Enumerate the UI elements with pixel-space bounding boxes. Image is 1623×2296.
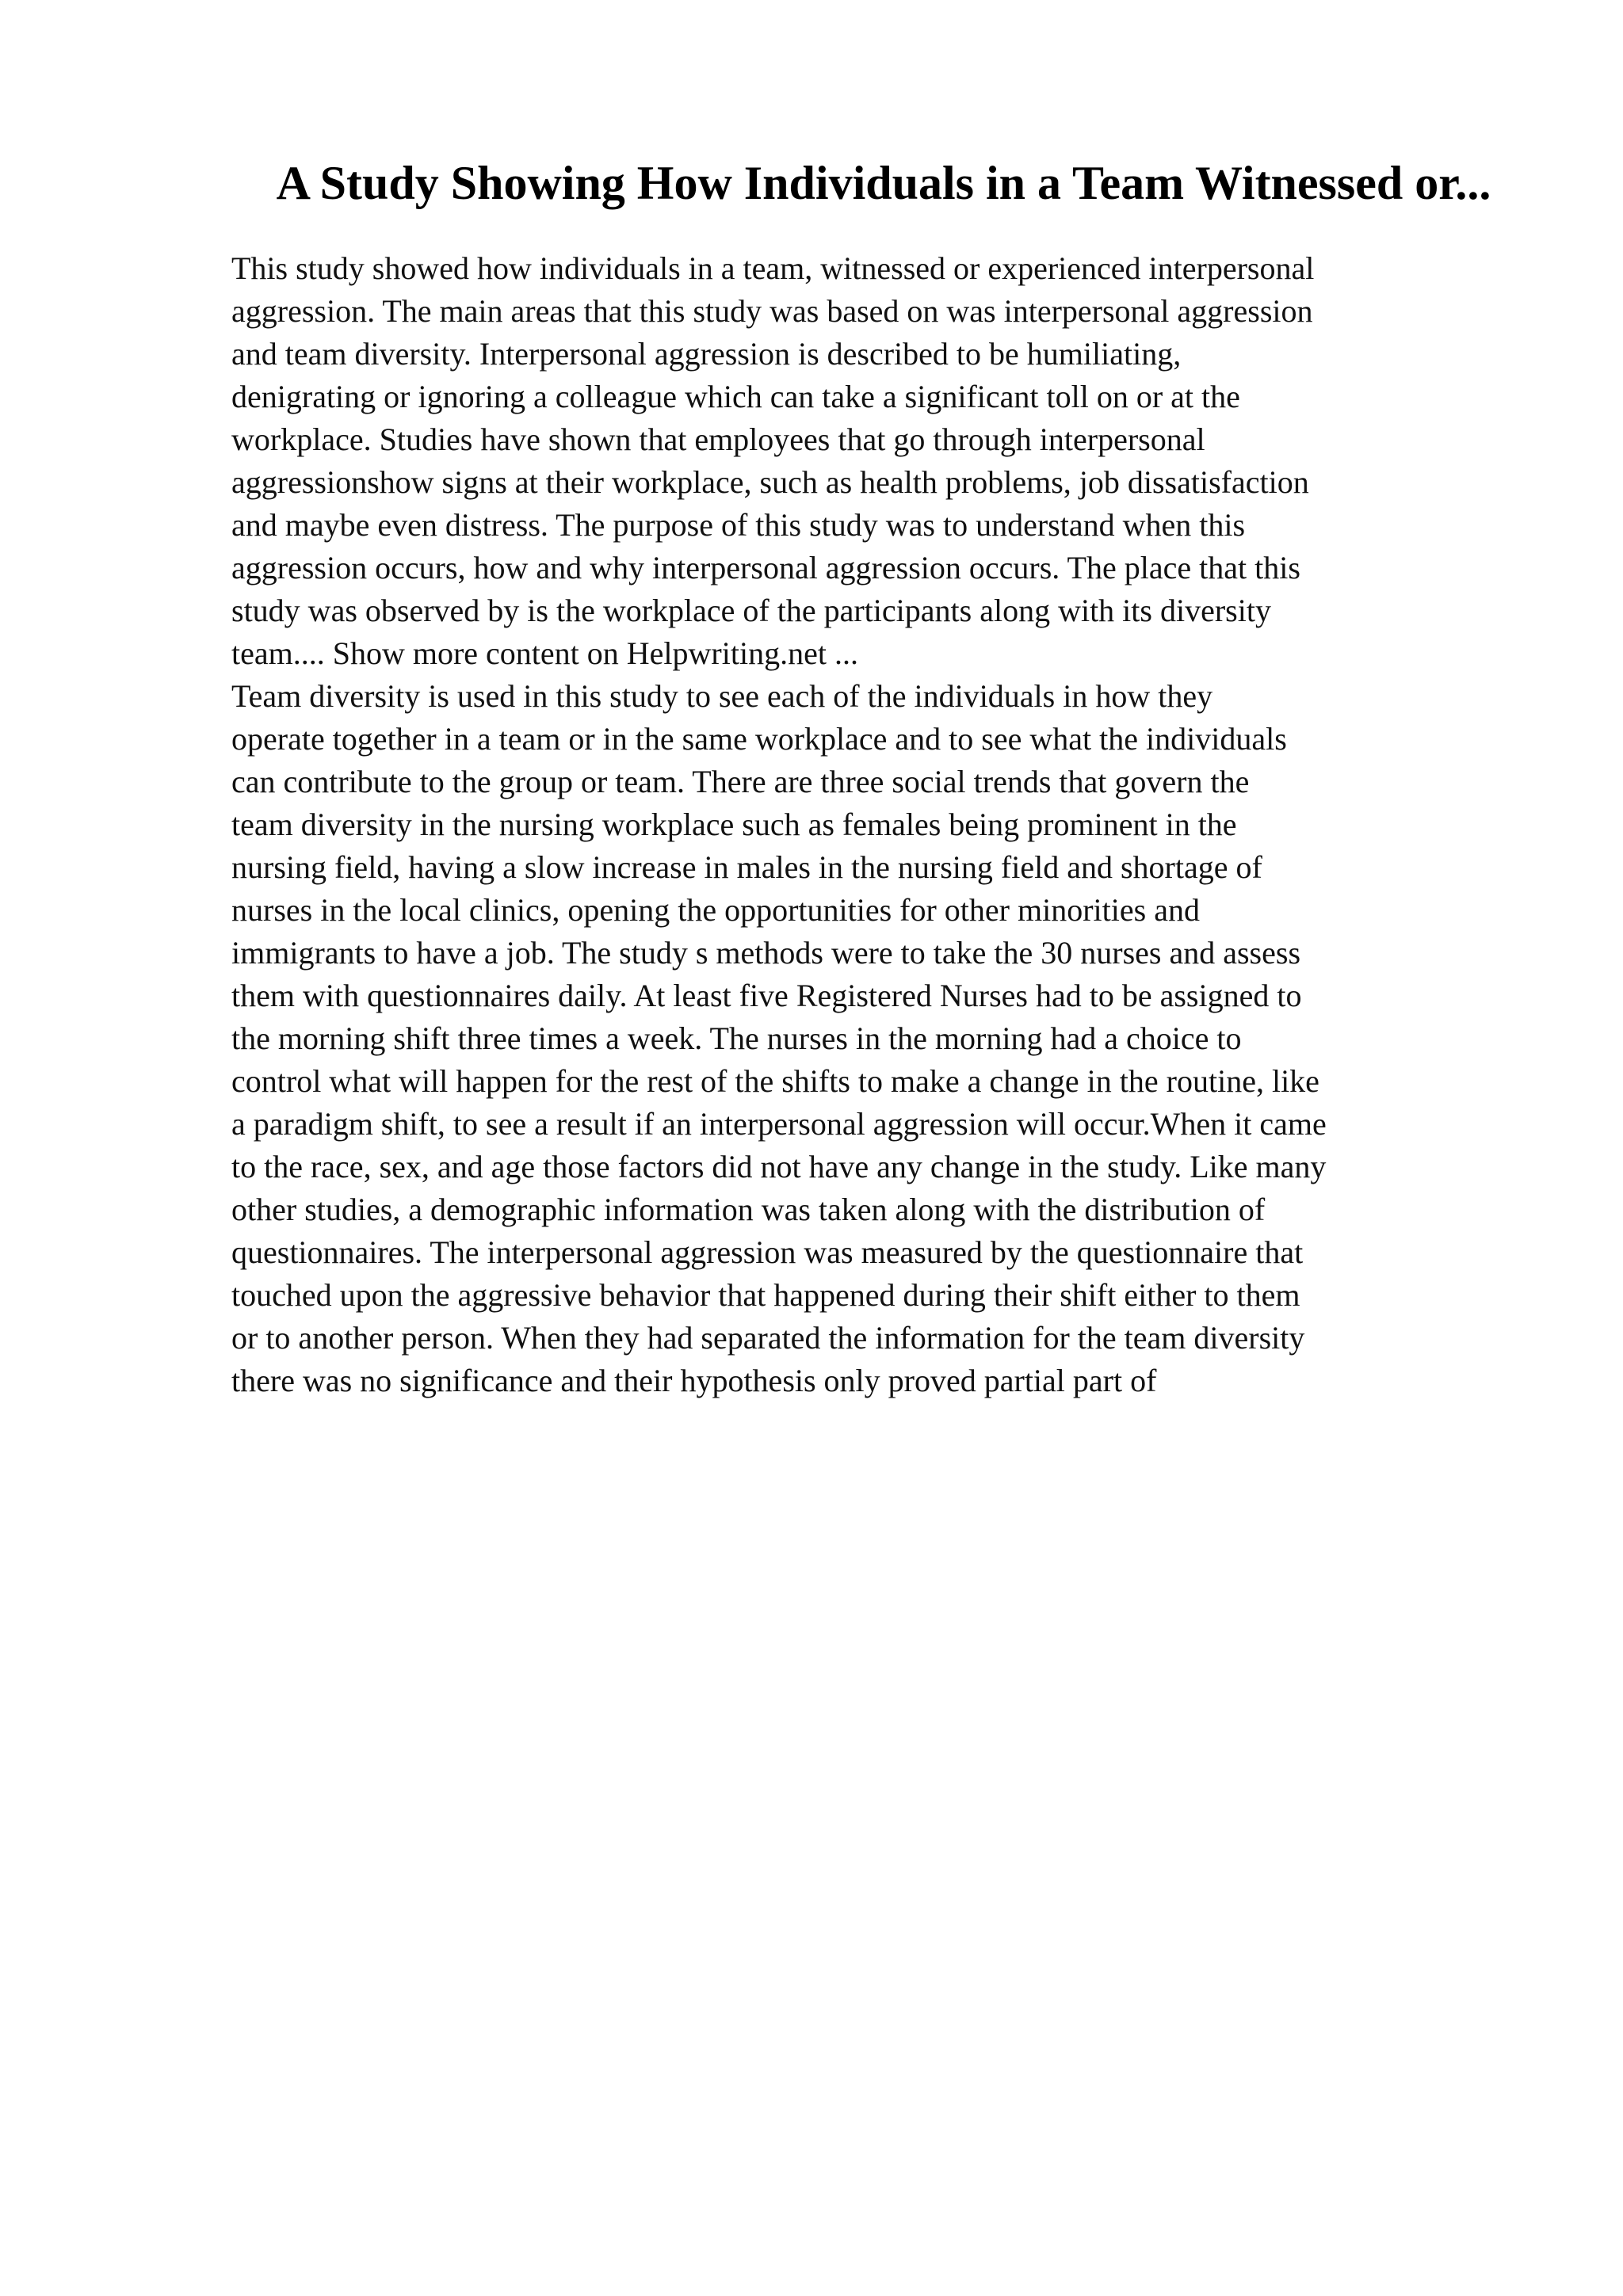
body-line: This study showed how individuals in a team, witnessed or experienced interpersonal: [231, 250, 1315, 286]
body-line: to the race, sex, and age those factors did not have any change in the study. Like many: [231, 1149, 1327, 1184]
body-line: a paradigm shift, to see a result if an interpersonal aggression will occur.When it came: [231, 1106, 1327, 1142]
body-line: team diversity in the nursing workplace such as females being prominent in the: [231, 807, 1237, 842]
body-line: the morning shift three times a week. The nurses in the morning had a choice to: [231, 1020, 1242, 1056]
body-line: and team diversity. Interpersonal aggression is described to be humiliating,: [231, 336, 1182, 372]
body-line: touched upon the aggressive behavior that happened during their shift either to them: [231, 1277, 1300, 1313]
body-line: there was no significance and their hypothesis only proved partial part of: [231, 1363, 1157, 1398]
body-line: aggressionshow signs at their workplace, such as health problems, job dissatisfaction: [231, 464, 1309, 500]
body-line: control what will happen for the rest of the shifts to make a change in the routine, like: [231, 1063, 1319, 1099]
body-line: aggression. The main areas that this study was based on was interpersonal aggression: [231, 293, 1313, 329]
body-line: immigrants to have a job. The study s methods were to take the 30 nurses and assess: [231, 935, 1301, 971]
document-body: [231, 247, 1555, 1402]
body-line: team.... Show more content on Helpwriting.net ...: [231, 635, 858, 671]
body-line: can contribute to the group or team. There are three social trends that govern the: [231, 764, 1250, 799]
body-line: nurses in the local clinics, opening the opportunities for other minorities and: [231, 892, 1200, 928]
body-line: questionnaires. The interpersonal aggression was measured by the questionnaire that: [231, 1234, 1304, 1270]
body-line: or to another person. When they had separated the information for the team diversity: [231, 1320, 1305, 1356]
body-line: operate together in a team or in the same workplace and to see what the individuals: [231, 721, 1287, 757]
body-line: nursing field, having a slow increase in males in the nursing field and shortage of: [231, 849, 1262, 885]
body-line: denigrating or ignoring a colleague which can take a significant toll on or at the: [231, 379, 1240, 414]
body-line: Team diversity is used in this study to see each of the individuals in how they: [231, 678, 1213, 714]
body-line: them with questionnaires daily. At least five Registered Nurses had to be assigned to: [231, 978, 1302, 1013]
body-line: aggression occurs, how and why interpersonal aggression occurs. The place that this: [231, 550, 1300, 585]
document-title: A Study Showing How Individuals in a Team Witnessed or...: [276, 157, 1491, 209]
body-line: and maybe even distress. The purpose of this study was to understand when this: [231, 507, 1246, 543]
body-line: other studies, a demographic information was taken along with the distribution of: [231, 1192, 1266, 1227]
body-line: workplace. Studies have shown that employees that go through interpersonal: [231, 421, 1205, 457]
body-line: study was observed by is the workplace of the participants along with its diversity: [231, 593, 1271, 628]
